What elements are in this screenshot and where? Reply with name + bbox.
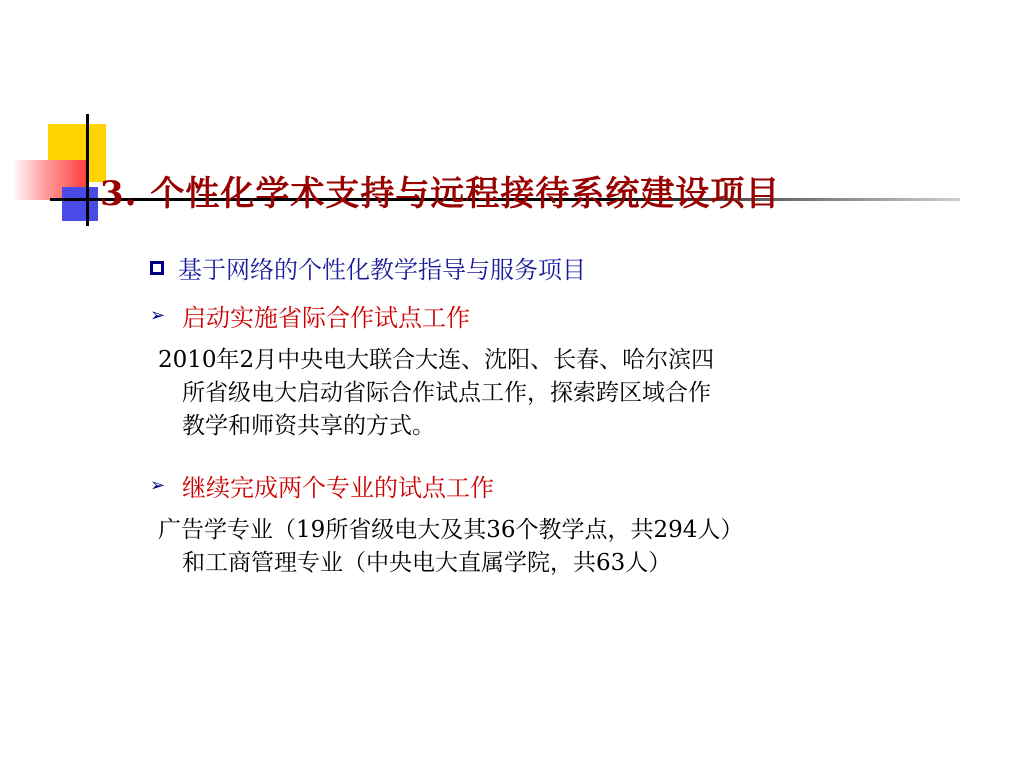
arrow-bullet-icon: ➢ — [150, 475, 166, 496]
majors-description — [158, 514, 878, 580]
logo-vertical-line — [86, 114, 89, 226]
paragraph-line: 2010年2月中央电大联合大连、沈阳、长春、哈尔滨四 — [158, 347, 715, 373]
bullet-label: 继续完成两个专业的试点工作 — [182, 474, 494, 502]
paragraph-line: 所省级电大启动省际合作试点工作，探索跨区域合作 — [182, 380, 711, 406]
bullet-item-network-guidance — [150, 250, 586, 285]
paragraph-line: 广告学专业（19所省级电大及其36个教学点，共294人） — [158, 517, 744, 543]
paragraph-line: 教学和师资共享的方式。 — [182, 413, 435, 439]
bullet-item-two-majors — [150, 468, 494, 503]
pilot-description — [158, 344, 878, 443]
square-bullet-icon — [150, 261, 164, 275]
paragraph-line: 和工商管理专业（中央电大直属学院，共63人） — [182, 550, 672, 576]
logo-blue-square — [62, 187, 98, 221]
slide-title: 3. 个性化学术支持与远程接待系统建设项目 — [100, 174, 781, 214]
bullet-item-pilot-launch — [150, 298, 470, 333]
bullet-label: 基于网络的个性化教学指导与服务项目 — [178, 256, 586, 284]
bullet-label: 启动实施省际合作试点工作 — [182, 304, 470, 332]
arrow-bullet-icon: ➢ — [150, 305, 166, 326]
